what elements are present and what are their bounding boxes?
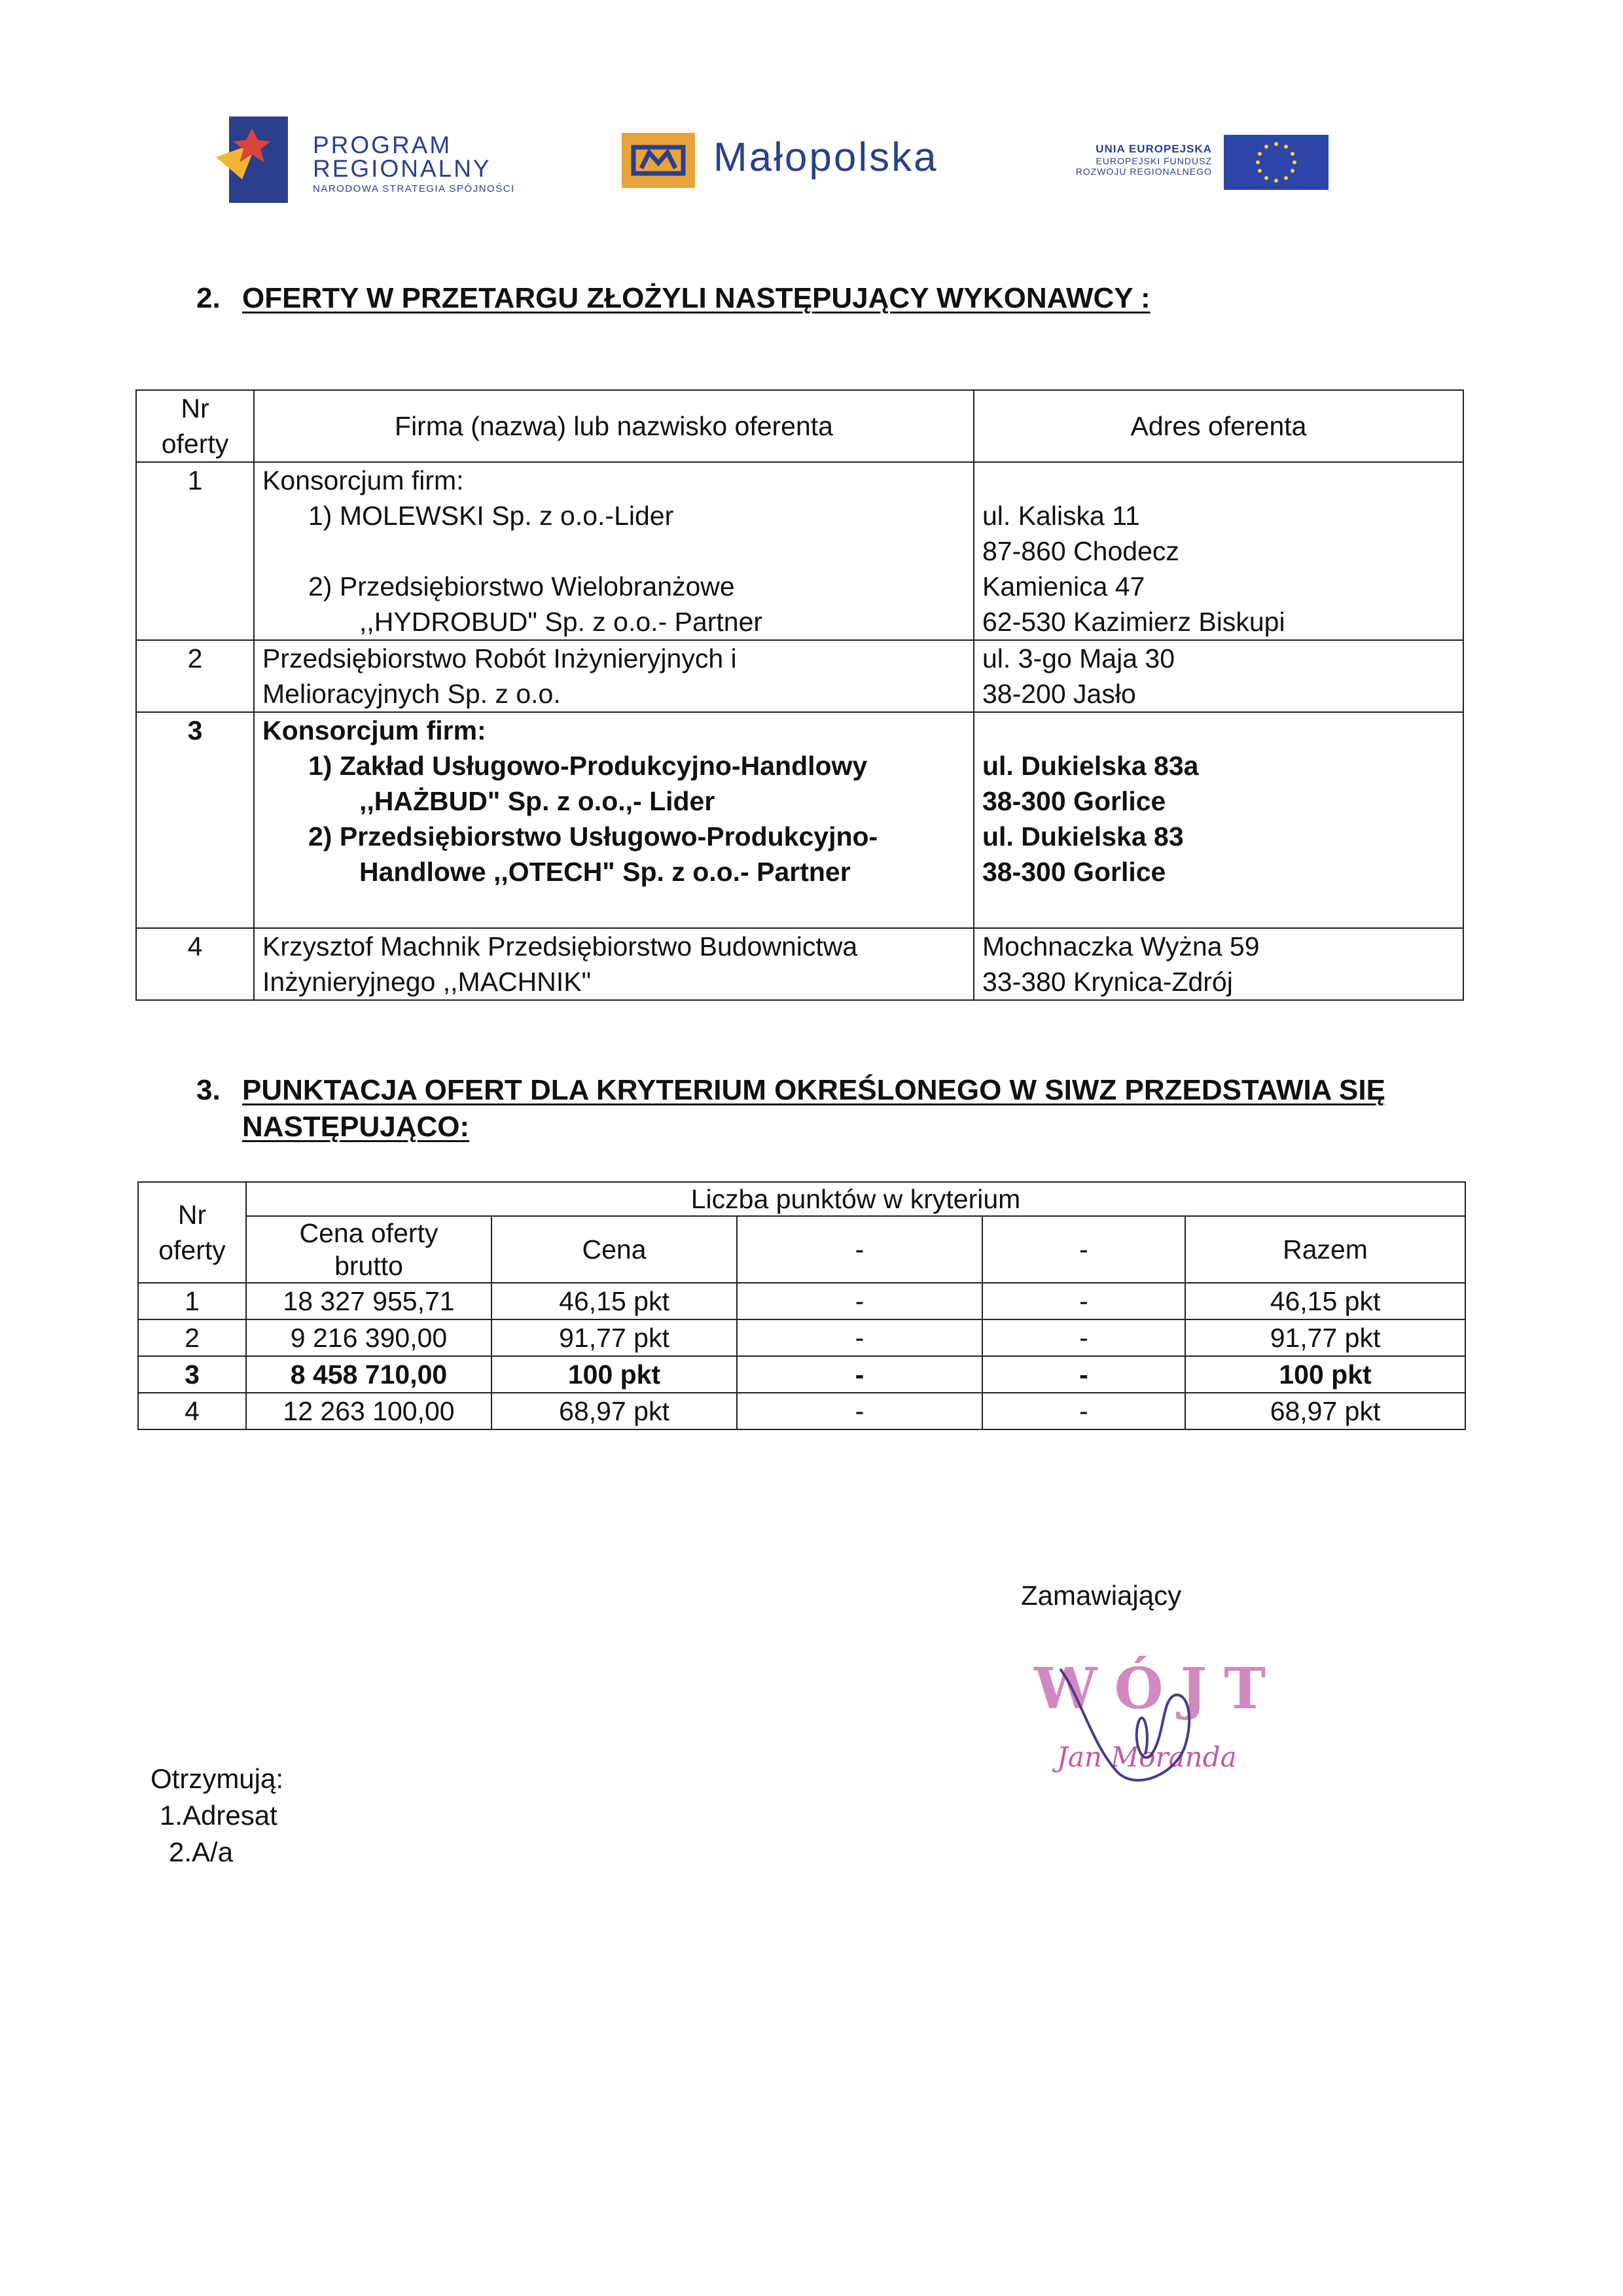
offer-adres: ul. 3-go Maja 30 38-200 Jasło bbox=[974, 640, 1463, 712]
offer-nr: 3 bbox=[136, 712, 254, 928]
offer-adres: Mochnaczka Wyżna 59 33-380 Krynica-Zdrój bbox=[974, 928, 1463, 1000]
offer-nr: 2 bbox=[136, 640, 254, 712]
scoring-table bbox=[137, 1181, 1466, 1430]
table-row: 3 8 458 710,00 100 pkt - - 100 pkt bbox=[138, 1356, 1465, 1393]
section2-number: 2. bbox=[196, 282, 221, 314]
scoring-header-row1 bbox=[138, 1182, 1465, 1216]
malopolska-emblem-icon bbox=[622, 133, 695, 188]
signature-stamp bbox=[1034, 1656, 1283, 1800]
table-row: 2 9 216 390,00 91,77 pkt - - 91,77 pkt bbox=[138, 1319, 1465, 1356]
scoring-header-row2 bbox=[138, 1216, 1465, 1283]
table-row: 4 12 263 100,00 68,97 pkt - - 68,97 pkt bbox=[138, 1393, 1465, 1429]
header-dash2: - bbox=[982, 1216, 1185, 1283]
recipient-item: 1.Adresat bbox=[160, 1800, 277, 1831]
stamp-title: WÓJT bbox=[1034, 1656, 1283, 1722]
recipients-label: Otrzymują: bbox=[151, 1763, 284, 1794]
program-line1: PROGRAM bbox=[313, 132, 452, 158]
section3-number: 3. bbox=[196, 1074, 221, 1106]
malopolska-logo bbox=[622, 128, 988, 200]
offer-nr: 1 bbox=[136, 462, 254, 640]
eu-line3: ROZWOJU REGIONALNEGO bbox=[1075, 166, 1212, 177]
table-row: 1 18 327 955,71 46,15 pkt - - 46,15 pkt bbox=[138, 1283, 1465, 1319]
header-cena-oferty: Cena oferty brutto bbox=[246, 1216, 491, 1283]
offers-table bbox=[135, 389, 1464, 1001]
eu-line1: UNIA EUROPEJSKA bbox=[1096, 143, 1212, 155]
table-row bbox=[136, 928, 1463, 1000]
offer-firma: Konsorcjum firm: 1) Zakład Usługowo-Produkcyjno-Handlowy ,,HAŻBUD" Sp. z o.o.,- Lider 2) Przedsiębiorstwo Usługowo-Produkcyjno- Handlowe ,,OTECH" Sp. z o.o.- Partner bbox=[254, 712, 974, 928]
header-firma: Firma (nazwa) lub nazwisko oferenta bbox=[254, 390, 974, 462]
section3-title-line2: NASTĘPUJĄCO: bbox=[242, 1111, 470, 1143]
offer-firma: Krzysztof Machnik Przedsiębiorstwo Budownictwa Inżynieryjnego ,,MACHNIK" bbox=[254, 928, 974, 1000]
stamp-name: Jan Moranda bbox=[1057, 1741, 1237, 1773]
eu-line2: EUROPEJSKI FUNDUSZ bbox=[1096, 156, 1212, 166]
offer-firma: Konsorcjum firm: 1) MOLEWSKI Sp. z o.o.-Lider 2) Przedsiębiorstwo Wielobranżowe ,,HYDROBUD" Sp. z o.o.- Partner bbox=[254, 462, 974, 640]
handwritten-signature-icon bbox=[1034, 1656, 1283, 1800]
table-row bbox=[136, 712, 1463, 928]
eu-logo bbox=[1014, 131, 1329, 196]
signature-role: Zamawiający bbox=[1021, 1580, 1182, 1611]
header-dash1: - bbox=[737, 1216, 982, 1283]
header-cena: Cena bbox=[491, 1216, 737, 1283]
recipients-block bbox=[151, 1761, 283, 1871]
offer-adres: ul. Kaliska 11 87-860 Chodecz Kamienica 47 62-530 Kazimierz Biskupi bbox=[974, 462, 1463, 640]
program-line2: REGIONALNY bbox=[313, 155, 491, 182]
header-adres: Adres oferenta bbox=[974, 390, 1463, 462]
header-nr: Nr oferty bbox=[138, 1182, 246, 1283]
section2-heading bbox=[196, 281, 1374, 321]
table-row bbox=[136, 462, 1463, 640]
offer-nr: 4 bbox=[136, 928, 254, 1000]
section3-heading bbox=[196, 1073, 1472, 1152]
malopolska-name: Małopolska bbox=[713, 135, 938, 180]
program-line3: NARODOWA STRATEGIA SPÓJNOŚCI bbox=[313, 183, 515, 194]
program-regionalny-logo bbox=[216, 111, 582, 209]
offers-table-header bbox=[136, 390, 1463, 462]
eu-flag-icon bbox=[1224, 135, 1329, 190]
header-group: Liczba punktów w kryterium bbox=[246, 1182, 1465, 1216]
offer-adres: ul. Dukielska 83a 38-300 Gorlice ul. Dukielska 83 38-300 Gorlice bbox=[974, 712, 1463, 928]
section2-title: OFERTY W PRZETARGU ZŁOŻYLI NASTĘPUJĄCY WYKONAWCY : bbox=[242, 282, 1150, 314]
table-row bbox=[136, 640, 1463, 712]
header-razem: Razem bbox=[1185, 1216, 1465, 1283]
header-nr: Nr oferty bbox=[136, 390, 254, 462]
section3-title-line1: PUNKTACJA OFERT DLA KRYTERIUM OKREŚLONEGO W SIWZ PRZEDSTAWIA SIĘ bbox=[242, 1074, 1385, 1106]
recipient-item: 2.A/a bbox=[169, 1837, 234, 1867]
offer-firma: Przedsiębiorstwo Robót Inżynieryjnych i Melioracyjnych Sp. z o.o. bbox=[254, 640, 974, 712]
program-regionalny-emblem-icon bbox=[216, 117, 288, 203]
